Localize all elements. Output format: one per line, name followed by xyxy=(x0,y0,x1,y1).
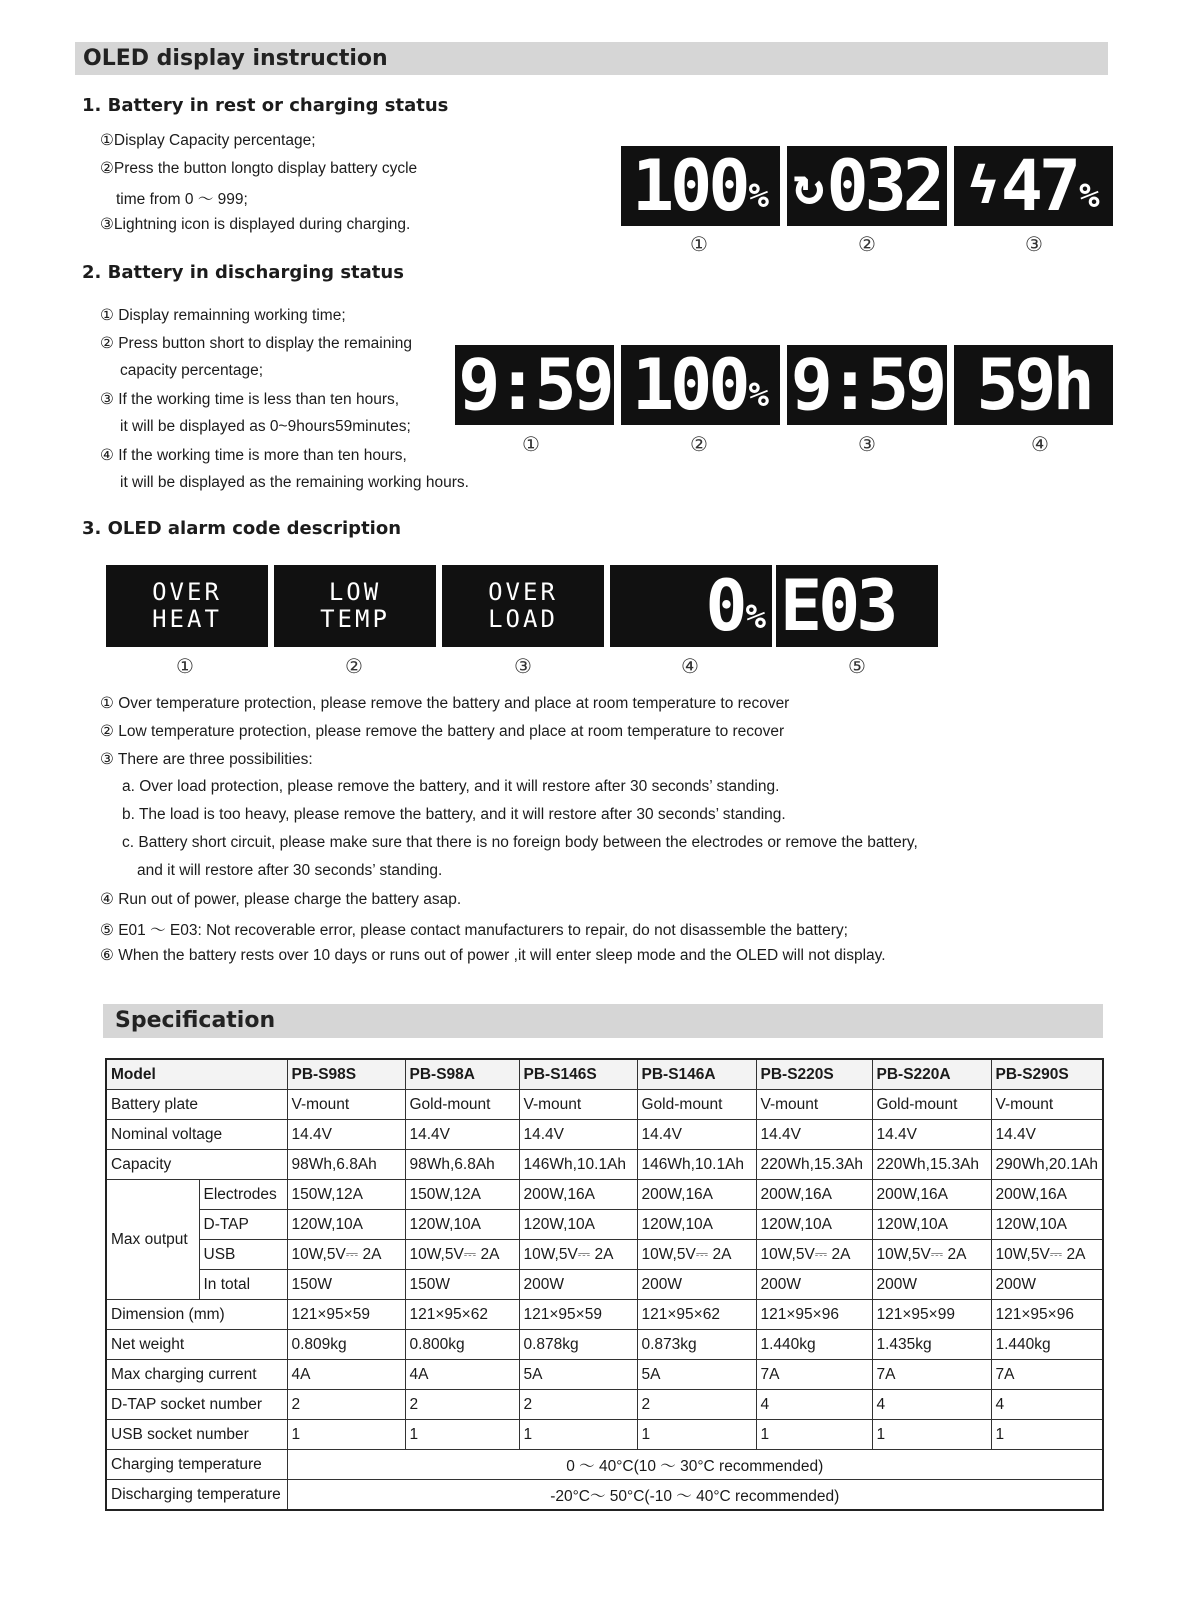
text-line: ①Display Capacity percentage; xyxy=(100,132,316,149)
table-header-row xyxy=(106,1059,1103,1090)
table-cell: 1 xyxy=(756,1420,872,1450)
table-cell: 14.4V xyxy=(287,1120,405,1150)
table-cell: 1 xyxy=(872,1420,991,1450)
oled-value: 9:59 xyxy=(458,345,611,425)
table-cell: 200W xyxy=(991,1270,1103,1300)
caption-marker: ④ xyxy=(681,654,699,678)
table-cell: 1.440kg xyxy=(756,1330,872,1360)
table-cell: 10W,5V⎓ 2A xyxy=(405,1240,519,1270)
cycle-icon: ↻ xyxy=(793,156,825,216)
table-cell: 10W,5V⎓ 2A xyxy=(756,1240,872,1270)
table-cell: 2 xyxy=(287,1390,405,1420)
table-cell: 120W,10A xyxy=(756,1210,872,1240)
table-row xyxy=(106,1330,1103,1360)
table-cell: 0 ～ 40°C(10 ～ 30°C recommended) xyxy=(287,1450,1103,1480)
alarm-desc-line: ① Over temperature protection, please remove the battery and place at room temperature to recover xyxy=(100,695,790,712)
oled-value: 100 xyxy=(632,345,747,425)
oled-display-cycle-count xyxy=(787,146,947,226)
table-cell: 14.4V xyxy=(519,1120,637,1150)
oled-display-100-percent xyxy=(621,146,780,226)
heading-alarm-codes: 3. OLED alarm code description xyxy=(82,518,402,539)
text-line: ④ If the working time is more than ten hours, xyxy=(100,447,407,464)
row-label: Max output xyxy=(106,1180,199,1300)
oled-display-percentage xyxy=(621,345,780,425)
alarm-desc-line: c. Battery short circuit, please make sure that there is no foreign body between the electrodes or remove the battery, xyxy=(122,834,918,851)
table-cell: 7A xyxy=(756,1360,872,1390)
table-cell: Gold-mount xyxy=(872,1090,991,1120)
caption-marker: ② xyxy=(345,654,363,678)
oled-unit: % xyxy=(748,375,769,415)
row-sublabel: Electrodes xyxy=(199,1180,287,1210)
table-cell: 146Wh,10.1Ah xyxy=(519,1150,637,1180)
alarm-desc-line: and it will restore after 30 seconds’ standing. xyxy=(137,862,443,879)
oled-value: 032 xyxy=(826,146,941,226)
table-cell: 120W,10A xyxy=(872,1210,991,1240)
table-cell: 200W,16A xyxy=(637,1180,756,1210)
table-cell: 121×95×96 xyxy=(991,1300,1103,1330)
text-line: ① Display remainning working time; xyxy=(100,307,346,324)
text-line: ③ If the working time is less than ten hours, xyxy=(100,391,400,408)
table-cell: 121×95×62 xyxy=(405,1300,519,1330)
oled-value: 47 xyxy=(1000,146,1078,226)
alarm-line2: LOAD xyxy=(488,605,558,633)
table-row xyxy=(106,1300,1103,1330)
header-cell: PB-S290S xyxy=(991,1059,1103,1090)
row-label: Charging temperature xyxy=(106,1450,287,1480)
table-cell: 10W,5V⎓ 2A xyxy=(872,1240,991,1270)
oled-value: 9:59 xyxy=(790,345,944,425)
table-cell: 4 xyxy=(872,1390,991,1420)
table-row xyxy=(106,1480,1103,1511)
table-cell: 290Wh,20.1Ah xyxy=(991,1150,1103,1180)
table-cell: 200W,16A xyxy=(991,1180,1103,1210)
table-cell: 1 xyxy=(991,1420,1103,1450)
table-cell: 1 xyxy=(519,1420,637,1450)
text-line: it will be displayed as 0~9hours59minutes; xyxy=(120,418,411,435)
alarm-line1: OVER xyxy=(152,578,222,606)
oled-display-time xyxy=(455,345,614,425)
caption-marker: ③ xyxy=(858,432,876,456)
table-cell: 120W,10A xyxy=(991,1210,1103,1240)
oled-value: 100 xyxy=(632,146,747,226)
caption-marker: ③ xyxy=(1025,232,1043,256)
table-cell: 0.873kg xyxy=(637,1330,756,1360)
table-cell: 1.440kg xyxy=(991,1330,1103,1360)
row-label: Net weight xyxy=(106,1330,287,1360)
table-cell: 4A xyxy=(405,1360,519,1390)
table-cell: 220Wh,15.3Ah xyxy=(872,1150,991,1180)
text-line: ② Press button short to display the remaining xyxy=(100,335,412,352)
table-cell: 98Wh,6.8Ah xyxy=(405,1150,519,1180)
table-cell: 146Wh,10.1Ah xyxy=(637,1150,756,1180)
table-cell: V-mount xyxy=(756,1090,872,1120)
table-cell: 121×95×59 xyxy=(519,1300,637,1330)
table-cell: 150W xyxy=(405,1270,519,1300)
table-cell: 200W,16A xyxy=(756,1180,872,1210)
table-cell: 1 xyxy=(405,1420,519,1450)
oled-alarm-error-code xyxy=(776,565,938,647)
caption-marker: ③ xyxy=(514,654,532,678)
table-row xyxy=(106,1210,1103,1240)
row-label: Dimension (mm) xyxy=(106,1300,287,1330)
table-cell: 2 xyxy=(405,1390,519,1420)
row-label: Max charging current xyxy=(106,1360,287,1390)
header-cell: PB-S220A xyxy=(872,1059,991,1090)
section-title-specification: Specification xyxy=(103,1004,1103,1038)
table-cell: 10W,5V⎓ 2A xyxy=(287,1240,405,1270)
row-sublabel: USB xyxy=(199,1240,287,1270)
table-cell: 0.878kg xyxy=(519,1330,637,1360)
caption-marker: ④ xyxy=(1031,432,1049,456)
header-cell: PB-S146S xyxy=(519,1059,637,1090)
table-cell: 14.4V xyxy=(756,1120,872,1150)
table-cell: 2 xyxy=(637,1390,756,1420)
table-cell: 200W xyxy=(637,1270,756,1300)
alarm-desc-line: ② Low temperature protection, please remove the battery and place at room temperature to recover xyxy=(100,723,785,740)
table-row xyxy=(106,1360,1103,1390)
caption-marker: ② xyxy=(858,232,876,256)
oled-unit: % xyxy=(748,176,769,216)
table-row xyxy=(106,1120,1103,1150)
header-cell: PB-S98A xyxy=(405,1059,519,1090)
caption-marker: ① xyxy=(176,654,194,678)
table-cell: 7A xyxy=(991,1360,1103,1390)
table-row xyxy=(106,1450,1103,1480)
table-cell: 14.4V xyxy=(991,1120,1103,1150)
table-cell: 121×95×62 xyxy=(637,1300,756,1330)
lightning-icon: ϟ xyxy=(967,156,999,216)
table-cell: 200W xyxy=(519,1270,637,1300)
oled-alarm-zero-percent xyxy=(610,565,772,647)
oled-alarm-over-heat xyxy=(106,565,268,647)
alarm-desc-line: a. Over load protection, please remove the battery, and it will restore after 30 seconds’ standing. xyxy=(122,778,780,795)
table-cell: 121×95×59 xyxy=(287,1300,405,1330)
table-cell: 14.4V xyxy=(872,1120,991,1150)
heading-rest-charging: 1. Battery in rest or charging status xyxy=(82,95,449,116)
row-label: USB socket number xyxy=(106,1420,287,1450)
specification-table xyxy=(105,1058,1104,1511)
text-line: it will be displayed as the remaining working hours. xyxy=(120,474,469,491)
table-cell: 1.435kg xyxy=(872,1330,991,1360)
table-cell: 14.4V xyxy=(405,1120,519,1150)
table-row xyxy=(106,1240,1103,1270)
header-cell: Model xyxy=(106,1059,287,1090)
text-line: ②Press the button longto display battery cycle xyxy=(100,160,418,177)
row-sublabel: In total xyxy=(199,1270,287,1300)
table-cell: 150W xyxy=(287,1270,405,1300)
alarm-line2: HEAT xyxy=(152,605,222,633)
caption-marker: ⑤ xyxy=(848,654,866,678)
oled-alarm-low-temp xyxy=(274,565,436,647)
table-cell: 5A xyxy=(519,1360,637,1390)
section-title-oled: OLED display instruction xyxy=(75,42,1108,75)
oled-display-charging xyxy=(954,146,1113,226)
table-cell: 7A xyxy=(872,1360,991,1390)
table-cell: 0.809kg xyxy=(287,1330,405,1360)
table-cell: 14.4V xyxy=(637,1120,756,1150)
oled-display-hours xyxy=(954,345,1113,425)
table-cell: Gold-mount xyxy=(405,1090,519,1120)
table-cell: 1 xyxy=(287,1420,405,1450)
table-cell: 121×95×99 xyxy=(872,1300,991,1330)
table-cell: 120W,10A xyxy=(405,1210,519,1240)
caption-marker: ① xyxy=(522,432,540,456)
alarm-desc-line: ③ There are three possibilities: xyxy=(100,751,313,768)
alarm-desc-line: ⑤ E01 ～ E03: Not recoverable error, please contact manufacturers to repair, do not disassemble the battery; xyxy=(100,922,848,939)
table-row xyxy=(106,1270,1103,1300)
oled-value: 0 xyxy=(705,565,744,647)
table-cell: -20°C～ 50°C(-10 ～ 40°C recommended) xyxy=(287,1480,1103,1511)
oled-value: 59h xyxy=(976,345,1091,425)
table-row xyxy=(106,1090,1103,1120)
table-cell: 220Wh,15.3Ah xyxy=(756,1150,872,1180)
text-line: capacity percentage; xyxy=(120,362,264,379)
row-label: Nominal voltage xyxy=(106,1120,287,1150)
table-cell: 150W,12A xyxy=(405,1180,519,1210)
row-sublabel: D-TAP xyxy=(199,1210,287,1240)
oled-value: E03 xyxy=(780,565,895,647)
table-cell: 2 xyxy=(519,1390,637,1420)
table-row xyxy=(106,1180,1103,1210)
row-label: Battery plate xyxy=(106,1090,287,1120)
table-cell: 10W,5V⎓ 2A xyxy=(519,1240,637,1270)
row-label: Capacity xyxy=(106,1150,287,1180)
table-row xyxy=(106,1150,1103,1180)
table-cell: 4 xyxy=(991,1390,1103,1420)
alarm-line2: TEMP xyxy=(320,605,390,633)
table-cell: 200W,16A xyxy=(519,1180,637,1210)
table-cell: 200W,16A xyxy=(872,1180,991,1210)
table-row xyxy=(106,1420,1103,1450)
table-cell: 10W,5V⎓ 2A xyxy=(991,1240,1103,1270)
table-cell: 1 xyxy=(637,1420,756,1450)
table-cell: 0.800kg xyxy=(405,1330,519,1360)
table-cell: 120W,10A xyxy=(637,1210,756,1240)
table-cell: 4 xyxy=(756,1390,872,1420)
table-cell: V-mount xyxy=(991,1090,1103,1120)
oled-unit: % xyxy=(745,597,766,637)
table-cell: 5A xyxy=(637,1360,756,1390)
alarm-desc-line: b. The load is too heavy, please remove the battery, and it will restore after 30 seconds’ standing. xyxy=(122,806,786,823)
row-label: D-TAP socket number xyxy=(106,1390,287,1420)
table-cell: 120W,10A xyxy=(519,1210,637,1240)
text-line: time from 0 ～ 999; xyxy=(116,191,248,208)
table-cell: Gold-mount xyxy=(637,1090,756,1120)
table-row xyxy=(106,1390,1103,1420)
header-cell: PB-S98S xyxy=(287,1059,405,1090)
table-cell: 10W,5V⎓ 2A xyxy=(637,1240,756,1270)
table-cell: 150W,12A xyxy=(287,1180,405,1210)
oled-unit: % xyxy=(1079,176,1100,216)
table-cell: V-mount xyxy=(519,1090,637,1120)
caption-marker: ② xyxy=(690,432,708,456)
heading-discharging: 2. Battery in discharging status xyxy=(82,262,404,283)
table-cell: 200W xyxy=(756,1270,872,1300)
alarm-desc-line: ④ Run out of power, please charge the battery asap. xyxy=(100,891,462,908)
table-cell: 4A xyxy=(287,1360,405,1390)
header-cell: PB-S220S xyxy=(756,1059,872,1090)
caption-marker: ① xyxy=(690,232,708,256)
row-label: Discharging temperature xyxy=(106,1480,287,1511)
table-cell: 121×95×96 xyxy=(756,1300,872,1330)
oled-display-time-short xyxy=(787,345,947,425)
header-cell: PB-S146A xyxy=(637,1059,756,1090)
text-line: ③Lightning icon is displayed during charging. xyxy=(100,216,411,233)
table-cell: 200W xyxy=(872,1270,991,1300)
alarm-desc-line: ⑥ When the battery rests over 10 days or runs out of power ,it will enter sleep mode and the OLED will not display. xyxy=(100,947,886,964)
alarm-line1: LOW xyxy=(328,578,382,606)
alarm-line1: OVER xyxy=(488,578,558,606)
oled-alarm-over-load xyxy=(442,565,604,647)
table-cell: 120W,10A xyxy=(287,1210,405,1240)
table-cell: 98Wh,6.8Ah xyxy=(287,1150,405,1180)
table-cell: V-mount xyxy=(287,1090,405,1120)
